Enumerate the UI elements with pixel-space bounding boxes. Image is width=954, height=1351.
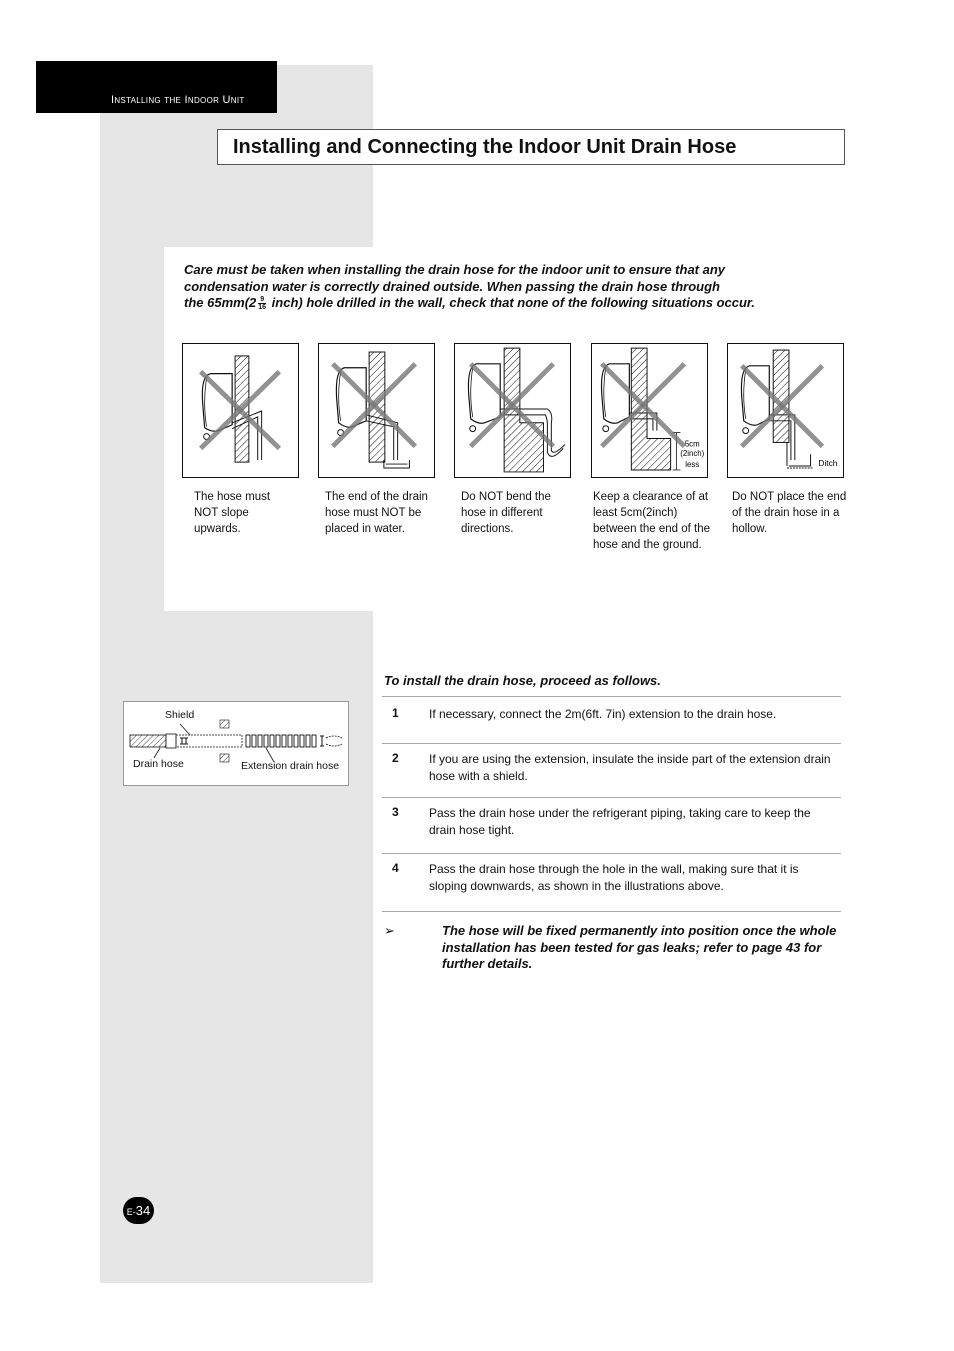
divider [382, 797, 841, 798]
illustration-bent-hose [454, 343, 571, 478]
in-water-drawing [319, 344, 434, 477]
intro-paragraph [184, 262, 864, 312]
step-1-text: If necessary, connect the 2m(6ft. 7in) extension to the drain hose. [429, 707, 777, 721]
install-note: The hose will be fixed permanently into position once the whole installation has been tested for gas leaks; refer to page 43 for further details. [442, 923, 837, 971]
illustration-clearance [591, 343, 708, 478]
step-1-number: 1 [392, 706, 399, 720]
page-title-box [217, 129, 845, 165]
step-4-number: 4 [392, 861, 399, 875]
fraction-numerator: 9 [260, 296, 265, 304]
note-arrow-icon: ➢ [384, 923, 395, 938]
intro-line-1: Care must be taken when installing the drain hose for the indoor unit to ensure that any [184, 262, 726, 277]
clearance-label-2: (2inch) [680, 449, 705, 459]
shield-label: Shield [165, 709, 195, 721]
ditch-label: Ditch [818, 458, 838, 469]
section-header: Installing the Indoor Unit [111, 94, 245, 106]
page-prefix: E- [126, 1207, 136, 1217]
divider [382, 696, 841, 697]
intro-line-3-start: the 65mm( [184, 295, 250, 310]
slope-upwards-drawing [183, 344, 298, 477]
fraction [258, 296, 266, 311]
install-heading: To install the drain hose, proceed as follows. [384, 673, 661, 688]
intro-line-3-end: inch) hole drilled in the wall, check that none of the following situations occur. [268, 295, 755, 310]
divider [382, 743, 841, 744]
caption-clearance: Keep a clearance of at least 5cm(2inch) between the end of the hose and the ground. [593, 491, 711, 551]
divider [382, 911, 841, 912]
caption-hollow: Do NOT place the end of the drain hose in a hollow. [732, 491, 847, 535]
clearance-label-1: 5cm [684, 439, 700, 449]
drain-hose-drawing [124, 702, 350, 787]
step-4-text: Pass the drain hose through the hole in the wall, making sure that it is sloping downwards, as shown in the illustrations above. [429, 862, 799, 893]
clearance-drawing [592, 344, 707, 477]
illustration-hollow [727, 343, 844, 478]
illustration-slope-upwards [182, 343, 299, 478]
illustration-in-water [318, 343, 435, 478]
step-3-number: 3 [392, 805, 399, 819]
page-number: 34 [135, 1203, 151, 1218]
background-band [100, 247, 164, 611]
caption-in-water: The end of the drain hose must NOT be placed in water. [325, 491, 428, 535]
drain-hose-label: Drain hose [133, 758, 184, 770]
drain-hose-diagram [123, 701, 349, 786]
bent-hose-drawing [455, 344, 570, 477]
fraction-denominator: 16 [258, 304, 267, 312]
page-title: Installing and Connecting the Indoor Unit Drain Hose [233, 136, 737, 158]
clearance-label-3: less [685, 460, 700, 470]
step-2-text: If you are using the extension, insulate the inside part of the extension drain hose with a shield. [429, 752, 831, 783]
caption-slope-upwards: The hose must NOT slope upwards. [194, 491, 271, 535]
step-2-number: 2 [392, 751, 399, 765]
page-number-badge [123, 1197, 154, 1224]
hollow-drawing [728, 344, 843, 477]
divider [382, 853, 841, 854]
step-3-text: Pass the drain hose under the refrigerant piping, taking care to keep the drain hose tight. [429, 806, 811, 837]
extension-drain-hose-label: Extension drain hose [241, 760, 340, 772]
fraction-whole: 2 [249, 295, 257, 310]
intro-line-2: condensation water is correctly drained outside. When passing the drain hose through [184, 278, 720, 294]
caption-bent-hose: Do NOT bend the hose in different directions. [461, 491, 551, 535]
intro-line-3 [184, 295, 864, 312]
